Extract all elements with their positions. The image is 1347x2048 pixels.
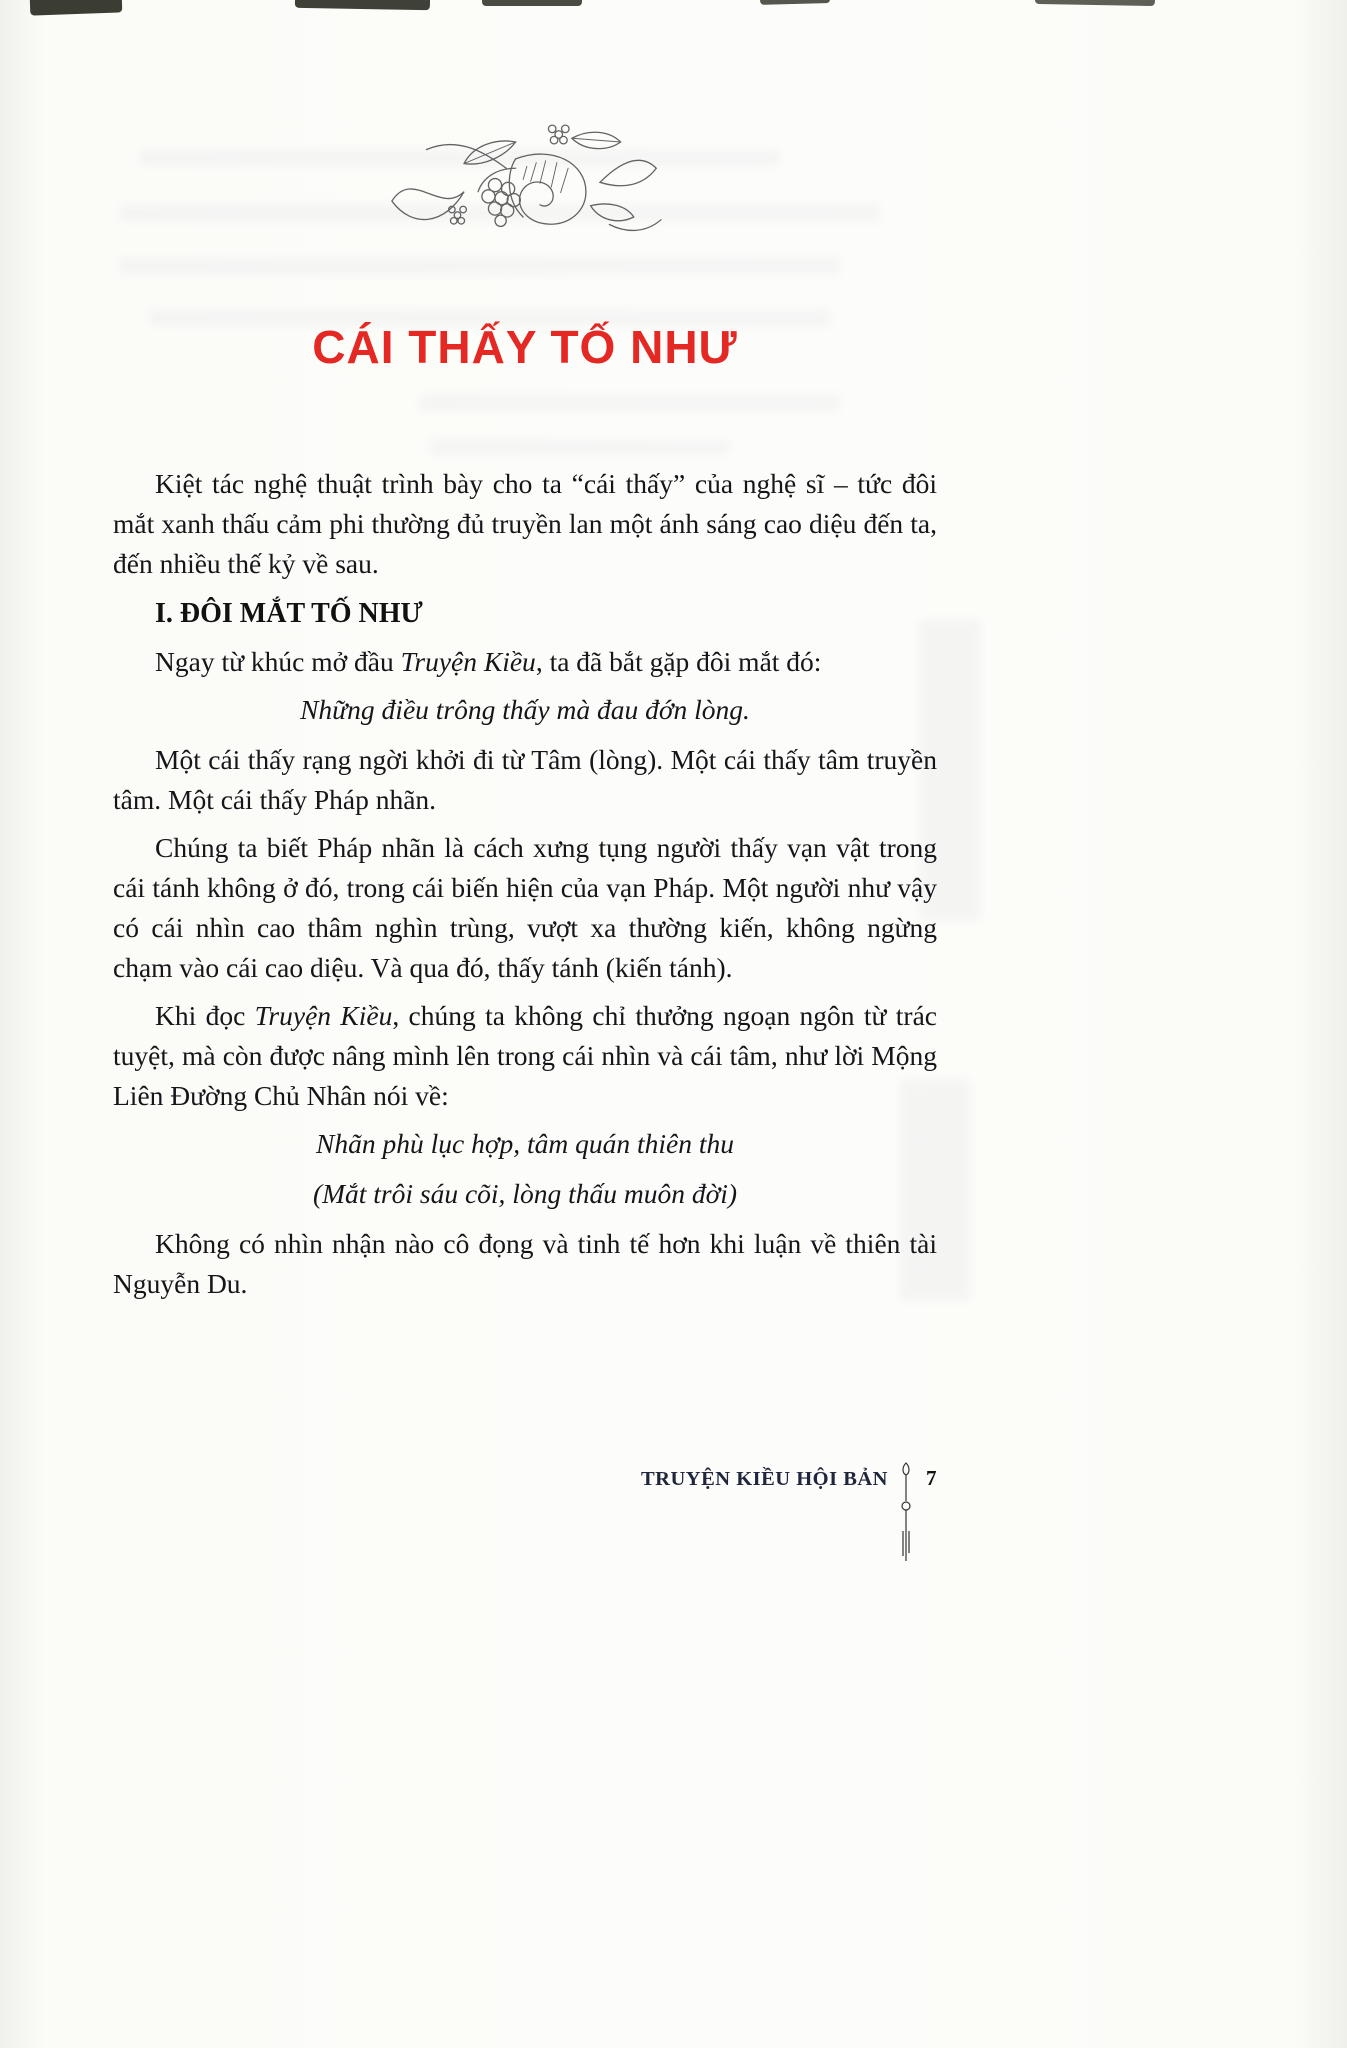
scan-artifact bbox=[30, 0, 123, 16]
paragraph-6: Không có nhìn nhận nào cô đọng và tinh tế hơn khi luận về thiên tài Nguyễn Du. bbox=[113, 1228, 937, 1299]
paragraph-1: Kiệt tác nghệ thuật trình bày cho ta “cái thấy” của nghệ sĩ – tức đôi mắt xanh thấu cảm phi thường đủ truyền lan một ánh sáng cao diệu đến ta, đến nhiều thế kỷ về sau. bbox=[113, 468, 937, 579]
text-segment: Ngay từ khúc mở đầu bbox=[155, 646, 401, 677]
footer-book-title: TRUYỆN KIỀU HỘI BẢN bbox=[641, 1468, 888, 1490]
text-segment-italic: Truyện Kiều bbox=[254, 1000, 393, 1031]
body-text bbox=[113, 464, 937, 1304]
verse-quote-1: Những điều trông thấy mà đau đớn lòng. bbox=[300, 694, 750, 725]
text-segment: , ta đã bắt gặp đôi mắt đó: bbox=[535, 646, 822, 677]
chapter-title: CÁI THẤY TỐ NHƯ bbox=[312, 321, 738, 373]
section-heading: I. ĐÔI MẮT TỐ NHƯ bbox=[155, 598, 423, 629]
paragraph-4: Chúng ta biết Pháp nhãn là cách xưng tụng người thấy vạn vật trong cái tánh không ở đó, trong cái biến hiện của vạn Pháp. Một người như vậy có cái nhìn cao thâm nghìn trùng, vượt xa thường kiến, không ngừng chạm vào cái cao diệu. Và qua đó, thấy tánh (kiến tánh). bbox=[113, 832, 937, 983]
text-column bbox=[113, 0, 937, 1312]
page-number: 7 bbox=[926, 1466, 937, 1490]
floral-ornament-illustration bbox=[370, 112, 680, 262]
scan-artifact bbox=[1035, 0, 1155, 6]
paragraph-3: Một cái thấy rạng ngời khởi đi từ Tâm (lòng). Một cái thấy tâm truyền tâm. Một cái thấy Pháp nhãn. bbox=[113, 744, 937, 815]
paragraph-2 bbox=[113, 642, 937, 682]
text-segment: Khi đọc bbox=[155, 1000, 255, 1031]
text-segment: , chúng ta không chỉ thưởng ngoạn ngôn từ trác tuyệt, mà còn được nâng mình lên trong cái nhìn và cái tâm, như lời Mộng Liên Đường Chủ Nhân nói về: bbox=[113, 1000, 937, 1111]
seal-tassel-icon bbox=[898, 1467, 916, 1485]
page-footer bbox=[113, 1466, 937, 1491]
verse-quote-2: Nhãn phù lục hợp, tâm quán thiên thu bbox=[316, 1128, 734, 1159]
floral-ornament-svg bbox=[370, 112, 680, 262]
verse-quote-3: (Mắt trôi sáu cõi, lòng thấu muôn đời) bbox=[312, 1178, 738, 1209]
text-segment-italic: Truyện Kiều bbox=[400, 646, 536, 677]
paragraph-5 bbox=[113, 996, 937, 1116]
